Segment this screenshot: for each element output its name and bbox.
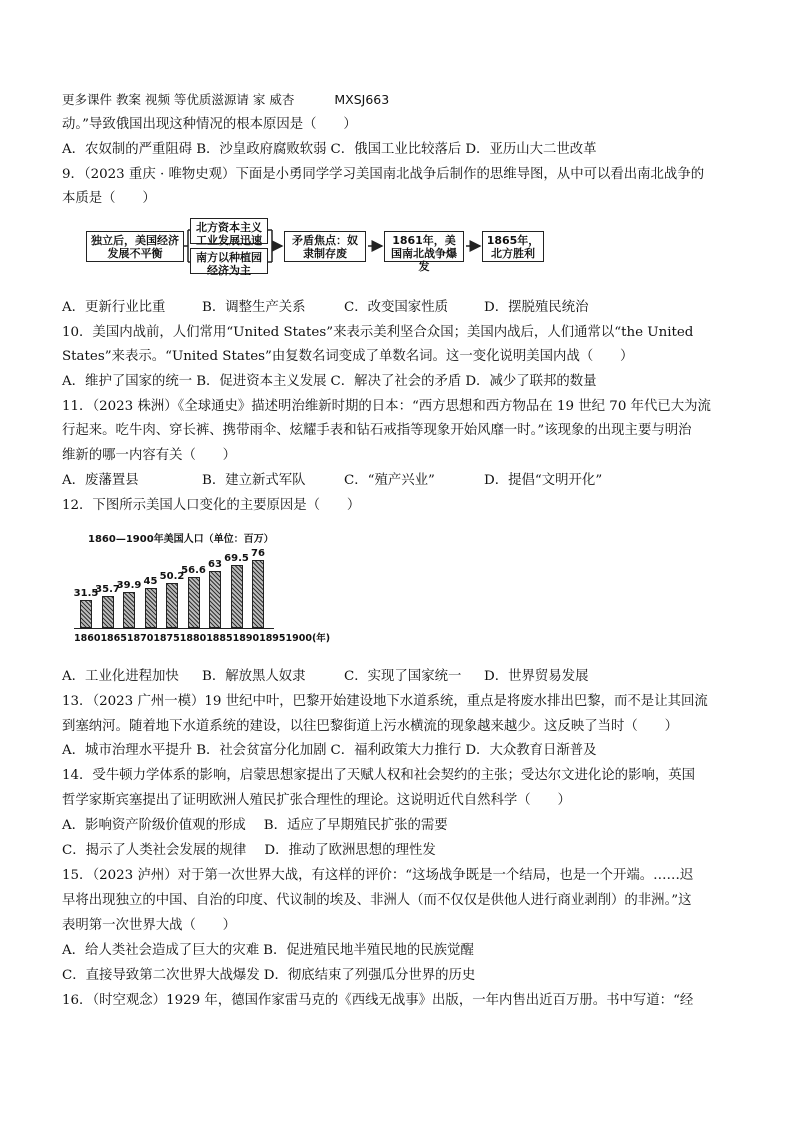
q14-option-c: C．揭示了人类社会发展的规律	[62, 843, 247, 858]
q10-stem-line1: 10．美国内战前，人们常用“United States”来表示美利坚合众国；美国内战后，人们通常以“the United	[62, 325, 694, 340]
chart-bar-1860	[80, 600, 92, 628]
q12-option-c: C．实现了国家统一	[344, 669, 462, 684]
q8-option-b: B．沙皇政府腐败软弱	[196, 142, 327, 157]
q8-option-c: C．俄国工业比较落后	[330, 142, 462, 157]
q10-stem-line2: States”来表示。“United States”由复数名词变成了单数名词。这一变化说明美国内战（ ）	[62, 349, 634, 364]
chart-bar-1865	[102, 596, 114, 628]
q11-stem-line2: 行起来。吃牛肉、穿长裤、携带雨伞、炫耀手表和钻石戒指等现象开始风靡一时。”该现象的出现主要与明治	[62, 423, 692, 438]
q12-options	[62, 667, 588, 687]
chart-title: 1860—1900年美国人口（单位：百万）	[88, 534, 274, 545]
q13-option-b: B．社会贫富分化加剧	[196, 743, 327, 758]
q10-option-a: A．维护了国家的统一	[62, 374, 193, 389]
q15-option-a: A．给人类社会造成了巨大的灾难	[62, 943, 260, 958]
q11-option-b: B．建立新式军队	[202, 473, 306, 488]
q13-option-d: D．大众教育日渐普及	[465, 743, 597, 758]
mind-map-war: 1861年，美国南北战争爆发	[384, 231, 464, 262]
chart-bar-1900	[252, 560, 264, 628]
q9-option-c: C．改变国家性质	[344, 300, 448, 315]
q10-options	[62, 372, 597, 392]
q15-options-row2	[62, 966, 475, 986]
q11-options	[62, 471, 602, 491]
chart-bar-1890	[209, 571, 221, 628]
q9-option-b: B．调整生产关系	[202, 300, 306, 315]
header-code: MXSJ663	[334, 92, 390, 107]
q15-stem-line3: 表明第一次世界大战（ ）	[62, 918, 237, 933]
chart-value-label-1900: 76	[251, 547, 265, 559]
q9-stem-line2: 本质是（ ）	[62, 191, 156, 206]
q9-option-d: D．摆脱殖民统治	[484, 300, 589, 315]
chart-bar-1880	[166, 583, 178, 628]
q15-option-c: C．直接导致第二次世界大战爆发	[62, 968, 260, 983]
q10-option-c: C．解决了社会的矛盾	[330, 374, 462, 389]
q13-option-a: A．城市治理水平提升	[62, 743, 193, 758]
chart-bar-1895	[231, 565, 243, 628]
q15-option-b: B．促进殖民地半殖民地的民族觉醒	[263, 943, 474, 958]
q12-option-d: D．世界贸易发展	[484, 669, 589, 684]
q11-option-a: A．废藩置县	[62, 473, 139, 488]
chart-value-label-1860: 31.5	[73, 587, 99, 599]
q11-option-d: D．提倡“文明开化”	[484, 473, 603, 488]
mind-map-north: 北方资本主义工业发展迅速	[190, 218, 268, 244]
q9-mind-map	[86, 218, 556, 277]
q10-option-b: B．促进资本主义发展	[196, 374, 327, 389]
q11-option-c: C．“殖产兴业”	[344, 473, 435, 488]
q11-stem-line3: 维新的哪一内容有关（ ）	[62, 448, 237, 463]
q13-stem-line1: 13．（2023 广州一模）19 世纪中叶，巴黎开始建设地下水道系统，重点是将废水排出巴黎，而不是让其回流	[62, 694, 708, 709]
q9-stem-line1: 9．（2023 重庆 · 唯物史观）下面是小勇同学学习美国南北战争后制作的思维导图，从中可以看出南北战争的	[62, 167, 705, 182]
q15-stem-line1: 15．（2023 泸州）对于第一次世界大战，有这样的评价：“这场战争既是一个结局，也是一个开端。……迟	[62, 868, 694, 883]
q8-option-d: D．亚历山大二世改革	[465, 142, 597, 157]
chart-bar-1885	[188, 577, 200, 628]
q14-option-a: A．影响资产阶级价值观的形成	[62, 818, 246, 833]
mind-map-start: 独立后，美国经济发展不平衡	[86, 231, 184, 262]
chart-value-label-1895: 69.5	[224, 553, 249, 565]
chart-value-label-1890: 63	[208, 559, 222, 571]
q13-option-c: C．福利政策大力推行	[330, 743, 462, 758]
chart-bar-1875	[145, 588, 157, 629]
q14-stem-line1: 14．受牛顿力学体系的影响，启蒙思想家提出了天赋人权和社会契约的主张；受达尔文进化论的影响，英国	[62, 768, 696, 783]
q16-stem-line1: 16．（时空观念）1929 年，德国作家雷马克的《西线无战事》出版，一年内售出近百万册。书中写道：“经	[62, 993, 694, 1008]
q10-option-d: D．减少了联邦的数量	[465, 374, 597, 389]
q8-option-a: A．农奴制的严重阻碍	[62, 142, 193, 157]
q12-stem: 12．下图所示美国人口变化的主要原因是（ ）	[62, 498, 361, 513]
chart-value-label-1880: 50.2	[159, 570, 185, 582]
q11-stem-line1: 11．（2023 株洲）《全球通史》描述明治维新时期的日本：“西方思想和西方物品在 19 世纪 70 年代已大为流	[62, 399, 711, 414]
chart-bar-1870	[123, 592, 135, 628]
chart-value-label-1885: 56.6	[181, 565, 206, 577]
q14-stem-line2: 哲学家斯宾塞提出了证明欧洲人殖民扩张合理性的理论。这说明近代自然科学（ ）	[62, 793, 571, 808]
chart-value-label-1865: 35.7	[95, 583, 120, 595]
q14-option-d: D．推动了欧洲思想的理性发	[264, 843, 436, 858]
q13-options	[62, 741, 597, 761]
chart-value-label-1875: 45	[143, 575, 158, 587]
mind-map-focus: 矛盾焦点：奴隶制存废	[284, 231, 366, 262]
chart-x-tick-labels: 186018651870187518801885189018951900(年)	[74, 633, 331, 644]
page-header	[62, 90, 389, 110]
q13-stem-line2: 到塞纳河。随着地下水道系统的建设，以往巴黎街道上污水横流的现象越来越少。这反映了当时（ ）	[62, 719, 678, 734]
q8-options	[62, 140, 597, 160]
q15-options-row1	[62, 941, 474, 961]
mind-map-end: 1865年，北方胜利	[482, 231, 544, 262]
population-bar-chart	[73, 530, 331, 646]
mind-map-south: 南方以种植园经济为主	[190, 248, 268, 274]
q9-option-a: A．更新行业比重	[62, 300, 166, 315]
q8-stem: 动。”导致俄国出现这种情况的根本原因是（ ）	[62, 117, 357, 132]
q12-option-a: A．工业化进程加快	[62, 669, 179, 684]
header-text: 更多课件 教案 视频 等优质滋源请 家 威杏	[62, 92, 295, 107]
q14-options-row1	[62, 816, 448, 836]
q15-option-d: D．彻底结束了列强瓜分世界的历史	[263, 968, 476, 983]
q9-options	[62, 298, 588, 318]
q12-option-b: B．解放黑人奴隶	[202, 669, 306, 684]
q15-stem-line2: 早将出现独立的中国、自治的印度、代议制的埃及、非洲人（而不仅仅是供他人进行商业剥削）的非洲。”这	[62, 893, 692, 908]
q14-option-b: B．适应了早期殖民扩张的需要	[263, 818, 448, 833]
chart-value-label-1870: 39.9	[116, 580, 142, 592]
q14-options-row2	[62, 841, 436, 861]
